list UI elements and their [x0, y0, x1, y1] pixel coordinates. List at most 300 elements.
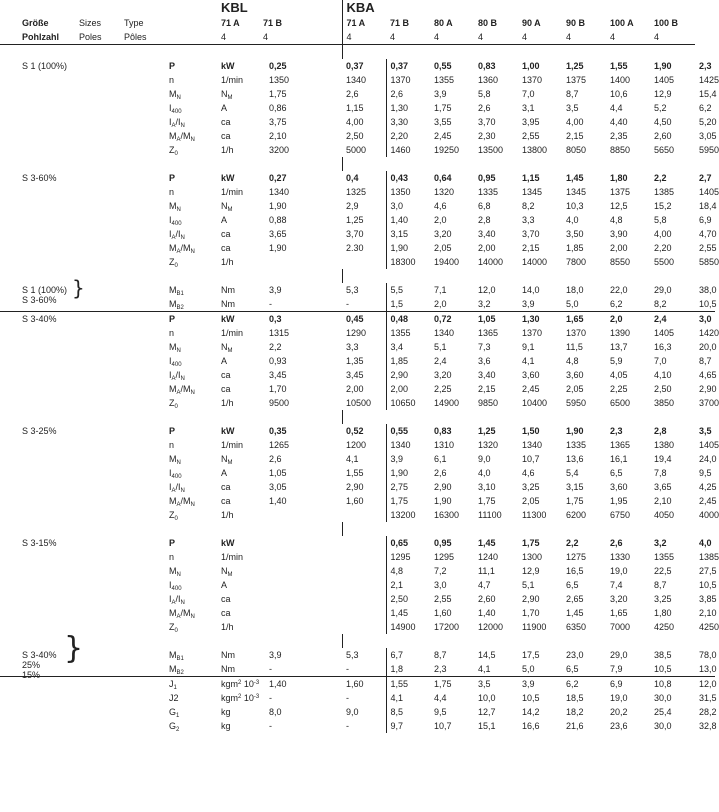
row-symbol-sub: B1	[176, 291, 184, 297]
table-row	[0, 662, 715, 677]
value-kba: 1380	[654, 440, 675, 450]
value-kba: 5,8	[654, 215, 667, 225]
value-kba: 1360	[478, 75, 499, 85]
value-kba: 4,40	[610, 117, 628, 127]
value-kba: 1240	[478, 552, 499, 562]
row-symbol: I	[169, 117, 172, 127]
size-kbl: 4	[221, 32, 227, 42]
table-row	[0, 705, 715, 719]
size-kba: 80 A	[434, 18, 453, 28]
value-kba: 1,90	[390, 243, 409, 253]
value-kba: 2,45	[434, 131, 452, 141]
value-kba: 2,25	[434, 384, 452, 394]
value-kba: 4050	[654, 510, 675, 520]
value-kba: 38,0	[699, 285, 717, 295]
value-kba: 7000	[610, 622, 631, 632]
value-kbl: 1265	[269, 440, 290, 450]
row-symbol-sub: N	[176, 95, 181, 101]
row-symbol-2: /M	[180, 608, 191, 618]
row-unit-sub: M	[227, 207, 233, 213]
value-kba: 6,2	[699, 103, 712, 113]
size-kba: 100 B	[654, 18, 679, 28]
table-row	[0, 73, 715, 87]
row-symbol: G	[169, 721, 177, 731]
value-kba: 12,0	[699, 679, 717, 689]
value-kba: 4,70	[699, 229, 717, 239]
value-kba: 4,10	[654, 370, 672, 380]
value-kba: 2,1	[390, 580, 404, 590]
value-kbl: -	[346, 299, 349, 309]
table-row	[0, 719, 715, 733]
row-unit-sup: 2	[238, 694, 242, 700]
value-kba: 16,3	[654, 342, 672, 352]
row-symbol: G	[169, 707, 177, 717]
row-unit: 1/min	[221, 328, 244, 338]
value-kba: 1310	[434, 440, 455, 450]
value-kba: 13800	[522, 145, 548, 155]
value-kbl: 0,86	[269, 103, 287, 113]
value-kba: 1460	[390, 145, 411, 155]
row-symbol: I	[169, 482, 172, 492]
value-kba: 2,6	[434, 468, 447, 478]
value-kba: 10,5	[654, 664, 672, 674]
value-kbl: 1,60	[346, 679, 364, 689]
value-kba: 5950	[699, 145, 719, 155]
value-kba: 3,85	[699, 594, 717, 604]
value-kba: 1,80	[654, 608, 672, 618]
section-label-line: S 3-40%	[22, 650, 57, 660]
value-kba: 2,35	[610, 131, 628, 141]
value-kba: 3,70	[478, 117, 496, 127]
value-kba: 3,5	[566, 103, 579, 113]
value-kba: 8,2	[522, 201, 535, 211]
value-kba: 3,30	[390, 117, 409, 127]
row-unit-sup-2: -3	[253, 694, 260, 700]
value-kba: 2,60	[654, 131, 672, 141]
row-unit: ca	[221, 496, 231, 506]
value-kba: 11900	[522, 622, 547, 632]
row-symbol-sub: 2	[176, 727, 180, 733]
size-kbl: 71 B	[263, 18, 283, 28]
value-kbl: 2,50	[346, 131, 364, 141]
value-kba: 5850	[699, 257, 719, 267]
value-kba: 3,2	[478, 299, 491, 309]
value-kba: 8,7	[566, 89, 579, 99]
value-kba: 1345	[566, 187, 587, 197]
value-kbl: 1340	[346, 75, 367, 85]
row-symbol-sub: A	[176, 502, 181, 508]
value-kba: 4,0	[478, 468, 491, 478]
value-kbl: 1,75	[269, 89, 287, 99]
value-kba: 8,5	[390, 707, 404, 717]
value-kba: 0,65	[390, 538, 409, 548]
value-kba: 6750	[610, 510, 631, 520]
value-kba: 8050	[566, 145, 587, 155]
row-symbol-sub-2: N	[190, 249, 195, 255]
value-kba: 3,9	[522, 299, 535, 309]
value-kba: 10,5	[699, 299, 717, 309]
value-kba: 8,7	[654, 580, 667, 590]
row-symbol: P	[169, 61, 176, 71]
row-unit: kW	[221, 61, 235, 71]
value-kba: 2,50	[390, 594, 409, 604]
value-kba: 7,4	[610, 580, 623, 590]
value-kba: 1420	[699, 328, 719, 338]
value-kbl: 10500	[346, 398, 372, 408]
value-kba: 4,50	[654, 117, 672, 127]
value-kba: 1,75	[566, 496, 584, 506]
table-row	[0, 620, 715, 634]
value-kbl: 1,90	[269, 243, 287, 253]
row-unit-sub: M	[227, 572, 233, 578]
value-kba: 1375	[610, 187, 631, 197]
value-kba: 25,4	[654, 707, 672, 717]
row-symbol-sub: 400	[171, 474, 182, 480]
value-kba: 7,8	[654, 468, 667, 478]
row-symbol: n	[169, 552, 175, 562]
row-symbol: M	[169, 299, 177, 309]
value-kba: 15,1	[478, 721, 496, 731]
value-kba: 6350	[566, 622, 587, 632]
value-kba: 3,05	[699, 131, 717, 141]
value-kba: 1425	[699, 75, 719, 85]
value-kba: 0,95	[478, 173, 496, 183]
row-unit-sub: M	[227, 95, 233, 101]
row-unit: kW	[221, 426, 235, 436]
value-kba: 7,1	[434, 285, 447, 295]
value-kba: 3,95	[522, 117, 540, 127]
value-kbl: 9,0	[346, 707, 359, 717]
value-kba: 1,55	[390, 679, 409, 689]
value-kba: 8550	[610, 257, 631, 267]
row-symbol-sub: 0	[174, 628, 178, 634]
value-kba: 7,2	[434, 566, 447, 576]
row-symbol-sub: 0	[174, 516, 178, 522]
value-kba: 2,75	[390, 482, 409, 492]
value-kba: 19250	[434, 145, 460, 155]
row-symbol: M	[169, 89, 177, 99]
row-symbol: M	[169, 342, 177, 352]
row-symbol-sub: N	[176, 572, 181, 578]
value-kbl: 1,15	[346, 103, 364, 113]
row-symbol-2: /I	[175, 370, 181, 380]
value-kba: 1,25	[566, 61, 584, 71]
size-kba: 4	[654, 32, 660, 42]
table-row	[0, 648, 715, 662]
row-unit-sup: 2	[238, 680, 242, 686]
table-row	[0, 312, 715, 327]
row-symbol: I	[169, 215, 172, 225]
value-kbl: 3,70	[346, 229, 364, 239]
value-kba: 5650	[654, 145, 675, 155]
value-kba: 5,2	[654, 103, 667, 113]
row-symbol: I	[169, 580, 172, 590]
header-row2	[0, 30, 715, 45]
value-kba: 1300	[522, 552, 543, 562]
value-kba: 14,2	[522, 707, 540, 717]
section-label: S 3-60%	[22, 173, 57, 183]
row-symbol-sub: A	[171, 235, 176, 241]
value-kba: 22,5	[654, 566, 672, 576]
value-kba: 3,65	[654, 482, 672, 492]
value-kba: 4,0	[566, 215, 579, 225]
value-kba: 9,5	[699, 468, 712, 478]
value-kba: 31,5	[699, 693, 717, 703]
value-kba: 7800	[566, 257, 587, 267]
value-kbl: 2,2	[269, 342, 282, 352]
value-kba: 2,7	[699, 173, 712, 183]
value-kba: 3,9	[390, 454, 404, 464]
value-kba: 0,55	[390, 426, 409, 436]
value-kbl: 2,6	[346, 89, 359, 99]
value-kba: 3,15	[390, 229, 409, 239]
value-kba: 1330	[610, 552, 631, 562]
row-symbol-2: /M	[180, 496, 191, 506]
table-row	[0, 185, 715, 199]
value-kba: 9,0	[478, 454, 491, 464]
value-kba: 3,0	[434, 580, 447, 590]
value-kba: 4,25	[699, 482, 717, 492]
value-kba: 2,20	[390, 131, 409, 141]
row-symbol: n	[169, 328, 175, 338]
value-kba: 6,5	[566, 580, 579, 590]
value-kba: 3,4	[390, 342, 404, 352]
value-kba: 1370	[522, 75, 543, 85]
value-kbl: 2,6	[269, 454, 282, 464]
value-kba: 14,0	[522, 285, 540, 295]
value-kba: 3,25	[654, 594, 672, 604]
value-kba: 28,2	[699, 707, 717, 717]
value-kba: 1335	[566, 440, 587, 450]
row-symbol-sub: 1	[173, 685, 177, 691]
size-kba: 80 B	[478, 18, 498, 28]
value-kba: 2,15	[566, 131, 584, 141]
section-label: S 1 (100%)	[22, 61, 68, 71]
value-kba: 2,2	[654, 173, 667, 183]
value-kba: 5,8	[478, 89, 491, 99]
value-kba: 2,15	[478, 384, 496, 394]
value-kba: 10650	[390, 398, 416, 408]
row-symbol: I	[169, 594, 172, 604]
value-kba: 4,1	[478, 664, 491, 674]
size-kba: 100 A	[610, 18, 634, 28]
group-label-kba: KBA	[346, 0, 375, 15]
value-kbl: 2,90	[346, 482, 364, 492]
row-symbol: P	[169, 426, 176, 436]
row-unit: ca	[221, 117, 231, 127]
size-kba: 4	[346, 32, 352, 42]
value-kba: 1,5	[390, 299, 404, 309]
value-kba: 1390	[610, 328, 631, 338]
value-kba: 1,40	[390, 215, 409, 225]
value-kba: 3,10	[478, 482, 496, 492]
value-kba: 3,60	[566, 370, 584, 380]
value-kba: 4,1	[390, 693, 404, 703]
value-kba: 5,9	[610, 356, 623, 366]
table-row	[0, 87, 715, 101]
size-kba: 4	[390, 32, 396, 42]
value-kba: 1355	[390, 328, 411, 338]
value-kba: 27,5	[699, 566, 717, 576]
value-kbl: 3,45	[269, 370, 287, 380]
row-symbol: P	[169, 173, 176, 183]
value-kba: 23,0	[566, 650, 584, 660]
row-symbol-sub: A	[171, 488, 176, 494]
table-row	[0, 452, 715, 466]
value-kbl: 0,93	[269, 356, 287, 366]
value-kba: 5,4	[566, 468, 579, 478]
value-kba: 12,5	[610, 201, 628, 211]
value-kba: 2,55	[699, 243, 717, 253]
value-kba: 4,8	[390, 566, 404, 576]
row-unit-tail: 10	[241, 693, 254, 703]
value-kbl: 5000	[346, 145, 367, 155]
row-unit-sub: M	[227, 348, 233, 354]
value-kbl: 1,05	[269, 468, 287, 478]
value-kbl: -	[346, 664, 349, 674]
header-label: Größe	[22, 18, 49, 28]
value-kba: 14000	[522, 257, 548, 267]
value-kba: 2,6	[390, 89, 404, 99]
row-symbol-sub: A	[176, 614, 181, 620]
value-kba: 2,55	[522, 131, 540, 141]
value-kba: 2,05	[566, 384, 584, 394]
value-kbl: 1,90	[269, 201, 287, 211]
value-kba: 1295	[434, 552, 455, 562]
row-symbol: P	[169, 314, 176, 324]
row-unit: Nm	[221, 285, 235, 295]
value-kbl: 3,65	[269, 229, 287, 239]
value-kba: 4250	[654, 622, 675, 632]
value-kba: 6,2	[610, 299, 623, 309]
row-unit: 1/min	[221, 187, 244, 197]
table-row	[0, 143, 715, 157]
table-row	[0, 297, 715, 312]
row-symbol: J	[169, 679, 174, 689]
value-kba: 13200	[390, 510, 416, 520]
value-kbl: 1200	[346, 440, 367, 450]
value-kba: 1405	[699, 187, 719, 197]
value-kba: 14,5	[478, 650, 496, 660]
value-kba: 3700	[699, 398, 719, 408]
value-kba: 0,95	[434, 538, 452, 548]
value-kba: 4,05	[610, 370, 628, 380]
value-kba: 38,5	[654, 650, 672, 660]
row-symbol-sub: 400	[171, 109, 182, 115]
table-row	[0, 354, 715, 368]
value-kba: 3,5	[478, 679, 491, 689]
value-kbl: -	[269, 693, 272, 703]
row-unit: ca	[221, 482, 231, 492]
value-kba: 10400	[522, 398, 548, 408]
value-kba: 1340	[390, 440, 411, 450]
value-kba: 11300	[522, 510, 547, 520]
value-kba: 4,6	[434, 201, 447, 211]
value-kba: 1,45	[478, 538, 496, 548]
row-symbol-sub: 1	[176, 713, 180, 719]
row-symbol-sub: N	[176, 207, 181, 213]
value-kba: 16,6	[522, 721, 540, 731]
row-symbol: P	[169, 538, 176, 548]
value-kbl: 3,75	[269, 117, 287, 127]
table-row	[0, 466, 715, 480]
value-kbl: 2,9	[346, 201, 359, 211]
value-kbl: 3,05	[269, 482, 287, 492]
value-kba: 1,55	[610, 61, 628, 71]
value-kba: 0,64	[434, 173, 452, 183]
row-unit: ca	[221, 229, 231, 239]
value-kba: 22,0	[610, 285, 628, 295]
row-unit: A	[221, 468, 228, 478]
value-kba: 1,40	[478, 608, 496, 618]
table-row	[0, 199, 715, 213]
size-kba: 4	[478, 32, 484, 42]
row-symbol: M	[169, 664, 177, 674]
value-kbl: 1,35	[346, 356, 364, 366]
value-kba: 1,05	[478, 314, 496, 324]
row-unit: 1/min	[221, 75, 244, 85]
value-kba: 19,0	[610, 693, 628, 703]
value-kbl: 3,3	[346, 342, 359, 352]
value-kba: 9,5	[434, 707, 447, 717]
row-symbol-sub: 0	[174, 263, 178, 269]
row-symbol-2: /I	[175, 482, 181, 492]
row-symbol-sub-2: N	[180, 600, 185, 606]
value-kba: 4000	[699, 510, 719, 520]
value-kba: 11,1	[478, 566, 495, 576]
table-row	[0, 424, 715, 438]
row-unit: ca	[221, 384, 231, 394]
value-kba: 2,25	[610, 384, 628, 394]
table-row	[0, 536, 715, 550]
value-kba: 1345	[522, 187, 543, 197]
row-symbol-2: /I	[175, 229, 181, 239]
value-kba: 2,90	[390, 370, 409, 380]
row-symbol: M	[169, 131, 177, 141]
value-kba: 4,00	[654, 229, 672, 239]
value-kba: 8850	[610, 145, 631, 155]
row-unit: N	[221, 342, 228, 352]
row-symbol-2: /M	[180, 131, 191, 141]
value-kba: 1,85	[390, 356, 409, 366]
value-kba: 6,9	[610, 679, 623, 689]
size-kba: 4	[610, 32, 616, 42]
value-kba: 10,5	[522, 693, 540, 703]
section-label: S 3-25%	[22, 426, 57, 436]
table-row	[0, 115, 715, 129]
value-kba: 0,48	[390, 314, 409, 324]
row-symbol: M	[169, 496, 177, 506]
header-type: Pôles	[124, 32, 147, 42]
value-kba: 23,6	[610, 721, 628, 731]
row-symbol-sub: A	[171, 600, 176, 606]
section-brace: }	[64, 631, 84, 666]
value-kbl: -	[269, 299, 272, 309]
value-kba: 8,7	[699, 356, 712, 366]
value-kba: 1,90	[390, 468, 409, 478]
row-symbol: Z	[169, 622, 175, 632]
value-kba: 1,75	[434, 679, 452, 689]
value-kba: 7,0	[522, 89, 535, 99]
value-kba: 1,75	[390, 496, 409, 506]
value-kba: 3,70	[522, 229, 540, 239]
value-kba: 1,45	[566, 608, 584, 618]
value-kba: 13,0	[699, 664, 717, 674]
section-brace: }	[72, 276, 85, 300]
value-kba: 3850	[654, 398, 675, 408]
value-kba: 6,2	[566, 679, 579, 689]
section-label-line: 15%	[22, 670, 41, 680]
